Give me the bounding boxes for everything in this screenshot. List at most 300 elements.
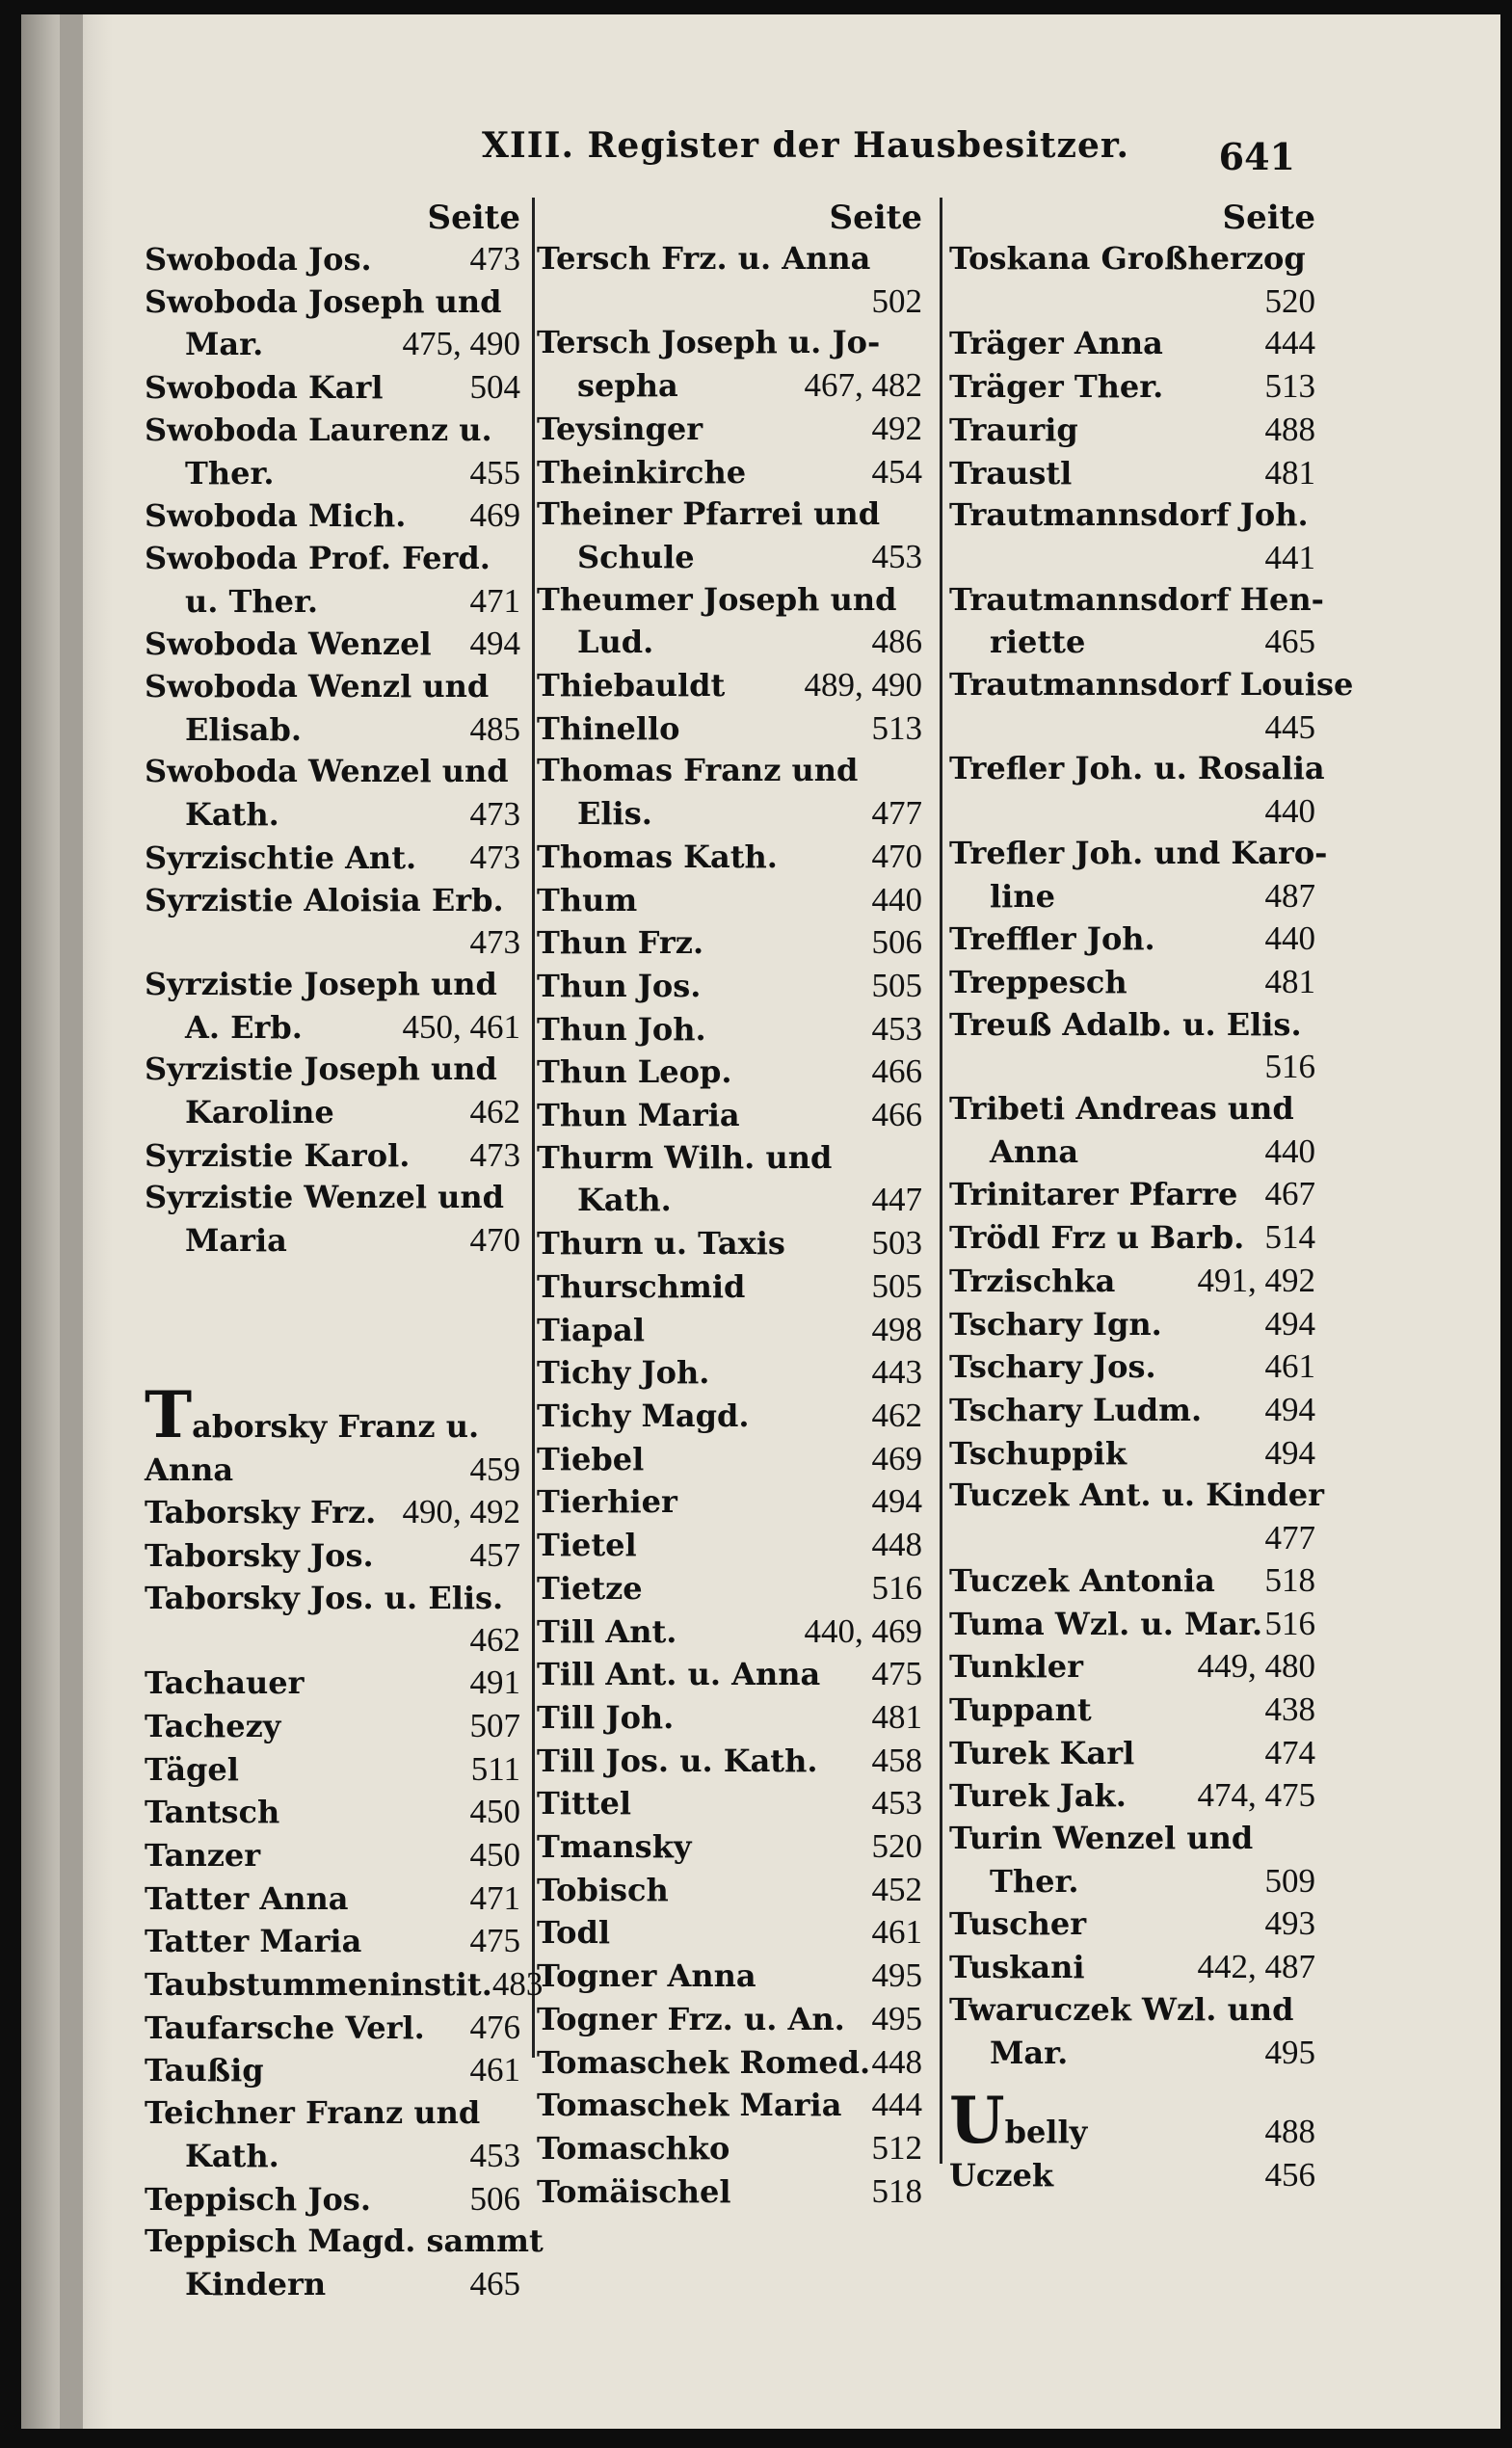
index-entry (537, 836, 922, 879)
section-initial-entry (949, 2083, 1315, 2159)
index-entry (949, 1903, 1315, 1946)
entry-name: Turek Karl (949, 1734, 1135, 1771)
index-entry (949, 2154, 1315, 2197)
entry-page: 449, 480 (1197, 1647, 1315, 1686)
entry-name: Träger Ther. (949, 368, 1164, 406)
entry-page: 473 (469, 1135, 520, 1174)
entry-page: 450 (469, 1793, 520, 1831)
entry-page: 512 (871, 2128, 922, 2167)
entry-name: Twaruczek Wzl. und (949, 1990, 1294, 2028)
index-entry (537, 792, 922, 836)
index-entry (537, 364, 922, 408)
entry-page: 453 (871, 1784, 922, 1823)
index-entry (537, 1911, 922, 1955)
entry-page: 454 (871, 452, 922, 491)
column-heading: Seite (427, 199, 520, 237)
index-entry (537, 493, 922, 536)
index-entry (949, 1946, 1315, 1989)
entry-page: 494 (871, 1482, 922, 1521)
entry-name: Tachezy (145, 1707, 281, 1744)
index-entry (537, 1825, 922, 1869)
entry-name: Swoboda Laurenz u. (145, 411, 492, 448)
index-entry (145, 494, 520, 538)
index-entry (145, 2178, 520, 2222)
entry-name: Träger Anna (949, 325, 1163, 362)
entry-name: Kindern (185, 2265, 327, 2302)
entry-name: Tuczek Ant. u. Kinder (949, 1477, 1324, 1514)
entry-name: Swoboda Jos. (145, 241, 372, 278)
entry-page: 467, 482 (804, 366, 922, 405)
index-entry (537, 1265, 922, 1309)
entry-name: Thomas Franz und (537, 752, 859, 789)
entry-name: Thun Frz. (537, 924, 704, 962)
entry-name: Theinkirche (537, 453, 747, 491)
entry-name: Treuß Adalb. u. Elis. (949, 1005, 1302, 1043)
entry-page: 473 (469, 923, 520, 962)
entry-page: 443 (871, 1353, 922, 1392)
entry-name: Tuskani (949, 1949, 1085, 1986)
entry-name: Taborsky Jos. u. Elis. (145, 1579, 504, 1616)
index-entry (145, 793, 520, 837)
index-entry (949, 664, 1354, 706)
entry-name: Swoboda Karl (145, 369, 384, 407)
entry-name: Ther. (185, 454, 275, 492)
entry-page: 452 (871, 1870, 922, 1908)
entry-page: 455 (469, 453, 520, 492)
index-entry (145, 238, 520, 281)
index-entry (537, 879, 922, 922)
index-entry (145, 1134, 520, 1178)
index-entry (537, 1610, 922, 1654)
entry-name: Trödl Frz u Barb. (949, 1219, 1245, 1257)
entry-page: 516 (871, 1568, 922, 1607)
entry-name: Kath. (185, 796, 279, 834)
entry-page: 473 (469, 838, 520, 876)
index-column-3 (949, 198, 1354, 2197)
index-entry (537, 1094, 922, 1137)
entry-page: 516 (1264, 1604, 1315, 1642)
entry-name: Todl (537, 1914, 611, 1952)
entry-page: 481 (1264, 453, 1315, 492)
entry-name: Tichy Magd. (537, 1397, 750, 1434)
index-entry (145, 366, 520, 410)
entry-name: riette (990, 624, 1086, 661)
entry-name: Trautmannsdorf Louise (949, 666, 1354, 704)
entry-name: Tschuppik (949, 1434, 1127, 1472)
entry-name: Togner Frz. u. An. (537, 2000, 845, 2037)
index-entry (145, 1619, 520, 1662)
entry-name: Tietel (537, 1527, 637, 1564)
index-entry (537, 1869, 922, 1912)
entry-page: 461 (871, 1913, 922, 1952)
column-heading: Seite (1222, 199, 1315, 237)
index-entry (537, 1395, 922, 1438)
drop-initial: T (145, 1376, 193, 1452)
index-entry (145, 2263, 520, 2306)
index-entry (537, 1137, 922, 1180)
index-entry (537, 2041, 922, 2085)
entry-page: 493 (1264, 1904, 1315, 1943)
entry-page: 509 (1264, 1861, 1315, 1900)
entry-name: Tatter Anna (145, 1879, 349, 1917)
entry-page: 438 (1264, 1690, 1315, 1728)
index-entry (949, 1517, 1315, 1559)
entry-name: Tiapal (537, 1311, 645, 1348)
entry-name: Tierhier (537, 1483, 677, 1521)
entry-page: 487 (1264, 876, 1315, 915)
index-entry (145, 837, 520, 880)
entry-page: 445 (1264, 707, 1315, 746)
index-entry (949, 1818, 1315, 1860)
entry-page: 489, 490 (804, 666, 922, 705)
entry-page: 474, 475 (1197, 1776, 1315, 1815)
index-entry (537, 1696, 922, 1740)
index-entry (145, 1449, 520, 1492)
entry-name: Tmansky (537, 1828, 692, 1866)
entry-page: 514 (1264, 1218, 1315, 1257)
entry-name: Treffler Joh. (949, 920, 1155, 958)
entry-page: 476 (469, 2008, 520, 2046)
index-entry (949, 1645, 1315, 1689)
index-entry (145, 281, 520, 324)
index-entry (949, 409, 1315, 452)
column-divider (940, 198, 942, 2164)
index-entry (145, 323, 520, 366)
entry-page: 518 (1264, 1560, 1315, 1599)
entry-page: 444 (871, 2086, 922, 2124)
index-entry (949, 1303, 1315, 1346)
index-entry (145, 2092, 520, 2135)
entry-name: Taborsky Frz. (145, 1494, 377, 1531)
index-entry (537, 1438, 922, 1481)
index-entry (145, 1705, 520, 1748)
index-entry (145, 623, 520, 666)
entry-name: Syrzistie Joseph und (145, 1051, 497, 1088)
index-entry (145, 1578, 520, 1620)
entry-name: Swoboda Joseph und (145, 282, 502, 320)
index-entry (949, 1004, 1315, 1047)
entry-name: Thurn u. Taxis (537, 1225, 785, 1263)
entry-page: 441 (1264, 538, 1315, 576)
index-entry (949, 1989, 1315, 2032)
entry-name: Thum (537, 881, 638, 918)
entry-page: 495 (871, 1999, 922, 2037)
entry-page: 507 (469, 1706, 520, 1744)
entry-name: Swoboda Mich. (145, 497, 407, 535)
entry-name: Schule (577, 538, 695, 575)
index-entry (145, 1049, 520, 1091)
entry-name: Teppisch Jos. (145, 2180, 371, 2218)
index-entry (949, 1345, 1315, 1389)
index-entry (537, 1567, 922, 1610)
entry-page: 450 (469, 1835, 520, 1874)
index-entry (949, 1131, 1315, 1174)
index-entry (145, 1877, 520, 1921)
entry-name: aborsky Franz u. (192, 1407, 480, 1445)
entry-name: Thomas Kath. (537, 838, 778, 875)
entry-name: Tittel (537, 1785, 632, 1823)
index-entry (949, 833, 1328, 875)
entry-name: Tuma Wzl. u. Mar. (949, 1605, 1263, 1642)
entry-name: Thun Joh. (537, 1010, 706, 1048)
entry-page: 462 (469, 1621, 520, 1660)
index-entry (145, 538, 520, 580)
entry-name: Tribeti Andreas und (949, 1090, 1294, 1128)
entry-page: 516 (1264, 1048, 1315, 1086)
entry-name: Thurm Wilh. und (537, 1138, 833, 1176)
entry-page: 469 (469, 496, 520, 535)
index-entry (949, 1860, 1315, 1903)
index-entry (145, 2221, 544, 2263)
entry-name: Trefler Joh. u. Rosalia (949, 750, 1325, 787)
entry-name: Tersch Frz. u. Anna (537, 240, 871, 277)
index-entry (537, 1955, 922, 1998)
entry-name: Trinitarer Pfarre (949, 1176, 1238, 1213)
drop-initial: U (949, 2083, 1005, 2159)
entry-name: Tuppant (949, 1690, 1092, 1728)
index-entry (145, 410, 520, 452)
index-entry (537, 1740, 922, 1783)
index-entry (145, 880, 520, 922)
index-entry (537, 2084, 922, 2127)
entry-page: 457 (469, 1535, 520, 1574)
entry-name: Theumer Joseph und (537, 580, 897, 618)
entry-name: Teysinger (537, 410, 703, 447)
entry-name: Tschary Jos. (949, 1348, 1156, 1386)
entry-page: 440 (1264, 1131, 1315, 1170)
entry-name: Theiner Pfarrei und (537, 495, 881, 533)
entry-page: 503 (871, 1224, 922, 1263)
entry-page: 506 (871, 923, 922, 962)
index-entry (537, 1222, 922, 1265)
entry-page: 474 (1264, 1733, 1315, 1771)
entry-page: 513 (1264, 367, 1315, 406)
entry-name: Tachauer (145, 1664, 305, 1702)
entry-name: Thun Maria (537, 1097, 740, 1134)
index-entry (949, 961, 1315, 1004)
index-entry (537, 965, 922, 1008)
entry-page: 494 (1264, 1433, 1315, 1472)
index-entry (537, 408, 922, 451)
entry-page: 505 (871, 1266, 922, 1305)
index-entry (949, 1689, 1315, 1732)
index-entry (537, 621, 922, 664)
index-entry (537, 1782, 922, 1825)
entry-page: 498 (871, 1310, 922, 1348)
entry-page: 442, 487 (1197, 1948, 1315, 1986)
entry-page: 475 (469, 1922, 520, 1960)
entry-name: Turek Jak. (949, 1777, 1127, 1815)
index-entry (145, 2007, 520, 2050)
entry-page: 462 (469, 1093, 520, 1131)
index-entry (145, 964, 520, 1006)
section-initial-entry (145, 1376, 520, 1452)
index-entry (145, 580, 520, 624)
entry-name: Syrzistie Joseph und (145, 965, 497, 1002)
entry-page: 483 (491, 1965, 544, 2004)
index-entry (949, 365, 1315, 409)
index-entry (949, 537, 1315, 579)
entry-page: 469 (871, 1439, 922, 1477)
entry-name: Syrzistie Wenzel und (145, 1179, 505, 1216)
index-entry (537, 451, 922, 494)
index-entry (949, 1432, 1315, 1476)
entry-name: Till Ant. u. Anna (537, 1656, 821, 1693)
index-entry (537, 1179, 922, 1222)
entry-page: 505 (871, 966, 922, 1004)
index-entry (949, 748, 1325, 790)
entry-page: 506 (469, 2179, 520, 2218)
entry-name: Elis. (577, 795, 652, 833)
index-entry (949, 280, 1315, 323)
index-entry (949, 2032, 1315, 2075)
index-entry (145, 666, 520, 708)
entry-name: Tomaschek Maria (537, 2087, 842, 2124)
index-entry (537, 579, 922, 622)
index-entry (949, 322, 1315, 365)
entry-page: 465 (1264, 623, 1315, 661)
index-entry (949, 1774, 1315, 1818)
entry-name: belly (1004, 2114, 1088, 2151)
entry-name: Syrzistie Karol. (145, 1136, 411, 1174)
entry-name: Turin Wenzel und (949, 1820, 1254, 1857)
entry-name: Traustl (949, 454, 1073, 492)
index-entry (949, 1260, 1315, 1303)
index-column-1 (145, 198, 544, 2306)
index-entry (145, 1006, 520, 1050)
index-entry (145, 452, 520, 495)
entry-name: Trefler Joh. und Karo- (949, 834, 1328, 871)
entry-name: Tschary Ludm. (949, 1391, 1203, 1428)
entry-name: Anna (990, 1132, 1079, 1170)
index-entry (537, 238, 922, 280)
index-entry (537, 1653, 922, 1696)
index-entry (537, 750, 922, 792)
index-entry (537, 1309, 922, 1352)
entry-name: Tietze (537, 1569, 643, 1607)
index-entry (537, 664, 922, 707)
index-entry (949, 1732, 1315, 1775)
entry-page: 481 (1264, 962, 1315, 1000)
index-entry (145, 1662, 520, 1705)
entry-name: Thinello (537, 709, 680, 747)
entry-name: Elisab. (185, 710, 302, 748)
entry-name: line (990, 877, 1055, 915)
index-entry (537, 1480, 922, 1524)
entry-name: Swoboda Wenzel (145, 625, 432, 663)
entry-page: 467 (1264, 1175, 1315, 1213)
entry-name: Tichy Joh. (537, 1354, 710, 1392)
entry-name: Thun Jos. (537, 967, 702, 1004)
entry-name: Taußig (145, 2052, 264, 2089)
entry-page: 494 (1264, 1304, 1315, 1343)
index-entry (949, 875, 1315, 918)
index-entry (145, 1091, 520, 1134)
entry-name: Till Ant. (537, 1612, 677, 1650)
entry-name: Tunkler (949, 1648, 1083, 1686)
entry-name: Tiebel (537, 1440, 645, 1477)
index-entry (145, 921, 520, 964)
page-title: XIII. Register der Hausbesitzer. (482, 125, 1130, 166)
entry-name: Taufarsche Verl. (145, 2009, 425, 2046)
index-entry (949, 1559, 1315, 1603)
index-entry (949, 452, 1315, 495)
entry-name: Tomaschek Romed. (537, 2043, 871, 2081)
entry-name: Togner Anna (537, 1957, 756, 1995)
entry-page: 494 (1264, 1390, 1315, 1428)
index-entry (949, 1046, 1315, 1088)
entry-name: Tuczek Antonia (949, 1561, 1215, 1599)
entry-name: Treppesch (949, 963, 1127, 1000)
entry-page: 473 (469, 795, 520, 834)
entry-name: Kath. (577, 1182, 672, 1219)
entry-page: 470 (871, 837, 922, 875)
entry-page: 453 (871, 537, 922, 575)
entry-page: 502 (871, 281, 922, 320)
entry-page: 470 (469, 1221, 520, 1260)
index-column-2 (537, 198, 922, 2213)
index-entry (537, 1008, 922, 1051)
entry-name: A. Erb. (185, 1008, 303, 1046)
entry-page: 466 (871, 1096, 922, 1134)
entry-page: 495 (1264, 2033, 1315, 2071)
column-divider (532, 198, 535, 2058)
entry-name: Till Joh. (537, 1698, 675, 1736)
entry-name: Syrzischtie Ant. (145, 838, 417, 876)
index-entry (537, 1524, 922, 1567)
index-entry (145, 1534, 520, 1578)
entry-page: 495 (871, 1956, 922, 1995)
entry-name: Teppisch Magd. sammt (145, 2222, 544, 2260)
entry-page: 465 (469, 2264, 520, 2302)
index-entry (949, 621, 1315, 664)
entry-name: Tatter Maria (145, 1923, 362, 1960)
entry-name: Uczek (949, 2156, 1054, 2194)
index-entry (949, 494, 1315, 537)
entry-name: Trautmannsdorf Joh. (949, 496, 1309, 534)
entry-page: 511 (470, 1749, 520, 1788)
entry-page: 444 (1264, 324, 1315, 362)
entry-name: Till Jos. u. Kath. (537, 1742, 818, 1779)
entry-page: 488 (1264, 2113, 1315, 2151)
entry-page: 504 (469, 368, 520, 407)
index-entry (145, 1791, 520, 1834)
entry-name: Taborsky Jos. (145, 1536, 374, 1574)
entry-name: sepha (577, 367, 678, 405)
entry-name: Swoboda Wenzl und (145, 668, 490, 705)
entry-name: Trzischka (949, 1262, 1116, 1299)
entry-page: 473 (469, 240, 520, 278)
entry-page: 492 (871, 409, 922, 447)
entry-page: 491, 492 (1197, 1261, 1315, 1299)
index-entry (537, 322, 922, 364)
index-entry (145, 1748, 520, 1792)
entry-name: u. Ther. (185, 582, 319, 620)
index-entry (145, 2049, 520, 2092)
entry-name: Karoline (185, 1094, 334, 1131)
entry-name: Tantsch (145, 1794, 280, 1831)
entry-page: 513 (871, 708, 922, 747)
entry-name: Tomäischel (537, 2172, 731, 2210)
entry-name: Lud. (577, 624, 654, 661)
entry-page: 485 (469, 709, 520, 748)
entry-page: 490, 492 (402, 1493, 520, 1531)
entry-page: 440, 469 (804, 1611, 922, 1650)
index-entry (537, 536, 922, 579)
index-entry (145, 1491, 520, 1534)
entry-page: 477 (871, 794, 922, 833)
entry-page: 462 (871, 1396, 922, 1434)
